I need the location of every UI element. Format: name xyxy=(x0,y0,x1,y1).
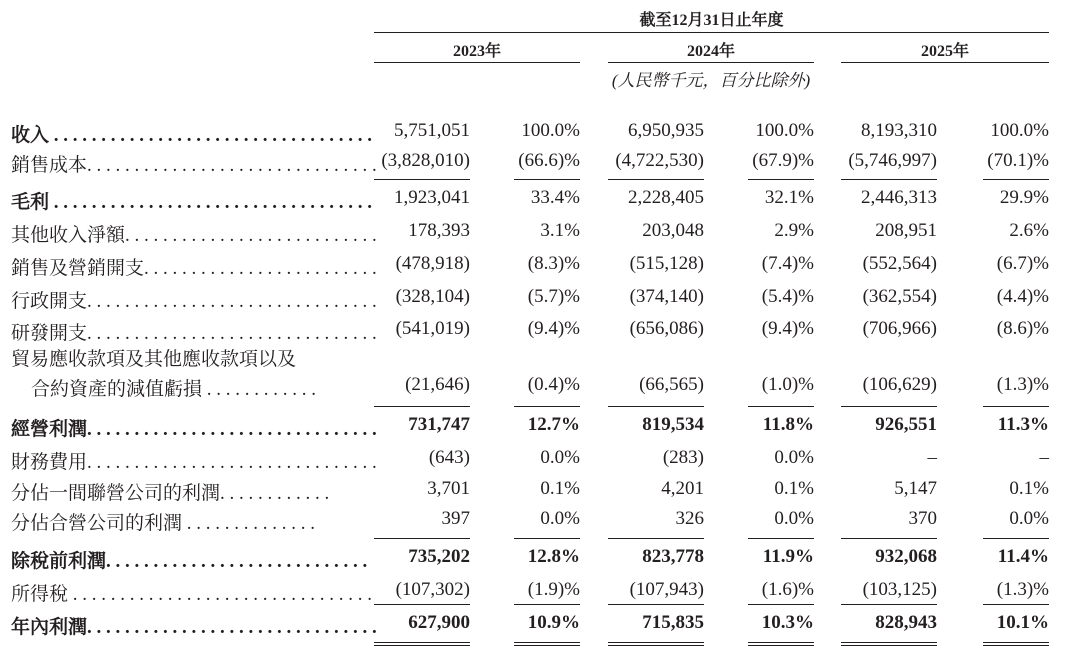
amount-cell: 828,943 xyxy=(875,612,937,633)
percent-cell: (1.3)% xyxy=(996,579,1049,600)
percent-cell: (8.3)% xyxy=(527,253,580,274)
percent-cell: 10.3% xyxy=(761,612,814,633)
rule-before-profit-before-tax xyxy=(841,538,937,539)
percent-cell: 2.6% xyxy=(1009,220,1049,241)
row-label: 研發開支. . . . . . . . . . . . . . . . . . . . . . . . . . . . . . . xyxy=(11,323,377,344)
rule-before-profit-before-tax xyxy=(983,538,1049,539)
row-label: 合約資產的減值虧損 . . . . . . . . . . . . xyxy=(31,379,317,400)
rule-before-profit-for-year xyxy=(748,604,814,605)
amount-cell: (3,828,010) xyxy=(381,150,470,171)
percent-cell: (5.4)% xyxy=(761,286,814,307)
row-label: 分佔一間聯營公司的利潤. . . . . . . . . . . . xyxy=(11,483,330,504)
amount-cell: (515,128) xyxy=(629,253,704,274)
amount-cell: (552,564) xyxy=(862,253,937,274)
percent-cell: 0.0% xyxy=(540,508,580,529)
percent-cell: (5.7)% xyxy=(527,286,580,307)
percent-cell: 33.4% xyxy=(530,187,580,208)
percent-cell: (67.9)% xyxy=(752,150,814,171)
period-heading: 截至12月31日止年度 xyxy=(639,12,784,29)
percent-cell: (1.9)% xyxy=(527,579,580,600)
amount-cell: 203,048 xyxy=(642,220,704,241)
rule-before-profit-for-year xyxy=(841,604,937,605)
amount-cell: 208,951 xyxy=(875,220,937,241)
row-label: 財務費用. . . . . . . . . . . . . . . . . . . . . . . . . . . . . . . xyxy=(11,452,377,473)
percent-cell: 11.3% xyxy=(997,414,1049,435)
year-2023-heading: 2023年 xyxy=(452,43,501,60)
percent-cell: 32.1% xyxy=(764,187,814,208)
amount-cell: 178,393 xyxy=(408,220,470,241)
percent-cell: (66.6)% xyxy=(518,150,580,171)
percent-cell: (0.4)% xyxy=(527,374,580,395)
double-underline xyxy=(608,642,704,646)
amount-cell: (328,104) xyxy=(395,286,470,307)
percent-cell: 11.8% xyxy=(762,414,814,435)
amount-cell: 4,201 xyxy=(661,478,704,499)
double-underline xyxy=(374,642,470,646)
amount-cell: 932,068 xyxy=(875,546,937,567)
percent-cell: 3.1% xyxy=(540,220,580,241)
rule-before-profit-for-year xyxy=(514,604,580,605)
unit-note: (人民幣千元，百分比除外) xyxy=(611,71,811,90)
amount-cell: 5,147 xyxy=(894,478,937,499)
percent-cell: (9.4)% xyxy=(761,318,814,339)
rule-before-profit-for-year xyxy=(983,604,1049,605)
percent-cell: 0.1% xyxy=(774,478,814,499)
rule-before-profit-before-tax xyxy=(514,538,580,539)
amount-cell: 3,701 xyxy=(427,478,470,499)
amount-cell: (107,302) xyxy=(395,579,470,600)
rule-before-profit-for-year xyxy=(374,604,470,605)
percent-cell: (9.4)% xyxy=(527,318,580,339)
percent-cell: 0.0% xyxy=(1009,508,1049,529)
amount-cell: 819,534 xyxy=(642,414,704,435)
amount-cell: 6,950,935 xyxy=(628,120,704,141)
percent-cell: 29.9% xyxy=(999,187,1049,208)
percent-cell: 100.0% xyxy=(990,120,1049,141)
period-heading-rule xyxy=(374,32,1049,33)
double-underline xyxy=(514,642,580,646)
year-2024-rule xyxy=(608,62,814,63)
rule-before-operating-profit xyxy=(374,406,470,407)
amount-cell: 8,193,310 xyxy=(861,120,937,141)
rule-before-profit-for-year xyxy=(608,604,704,605)
double-underline xyxy=(841,642,937,646)
amount-cell: (706,966) xyxy=(862,318,937,339)
amount-cell: (5,746,997) xyxy=(848,150,937,171)
rule-cost-of-sales xyxy=(748,179,814,180)
year-2024-heading: 2024年 xyxy=(686,43,735,60)
row-label: 除稅前利潤. . . . . . . . . . . . . . . . . . . . . . . . . . . . xyxy=(11,551,368,572)
rule-before-profit-before-tax xyxy=(608,538,704,539)
percent-cell: 0.0% xyxy=(774,508,814,529)
rule-before-operating-profit xyxy=(608,406,704,407)
row-label: 所得稅 . . . . . . . . . . . . . . . . . . . . . . . . . . . . . . . . xyxy=(11,584,373,605)
amount-cell: 1,923,041 xyxy=(394,187,470,208)
percent-cell: 10.1% xyxy=(996,612,1049,633)
percent-cell: 12.7% xyxy=(527,414,580,435)
percent-cell: 0.0% xyxy=(540,447,580,468)
percent-cell: 11.9% xyxy=(762,546,814,567)
row-label: 收入 . . . . . . . . . . . . . . . . . . . . . . . . . . . . . . . . . . xyxy=(11,125,373,146)
percent-cell: (8.6)% xyxy=(996,318,1049,339)
amount-cell: (478,918) xyxy=(395,253,470,274)
amount-cell: 370 xyxy=(908,508,937,529)
rule-before-operating-profit xyxy=(983,406,1049,407)
rule-before-operating-profit xyxy=(841,406,937,407)
amount-cell: 627,900 xyxy=(408,612,470,633)
percent-cell: (7.4)% xyxy=(761,253,814,274)
amount-cell: 731,747 xyxy=(408,414,470,435)
amount-cell: (541,019) xyxy=(395,318,470,339)
double-underline xyxy=(983,642,1049,646)
row-label: 銷售成本. . . . . . . . . . . . . . . . . . . . . . . . . . . . . . . xyxy=(11,155,377,176)
percent-cell: 0.1% xyxy=(1009,478,1049,499)
amount-cell: (283) xyxy=(662,447,704,468)
amount-cell: (374,140) xyxy=(629,286,704,307)
amount-cell: 715,835 xyxy=(642,612,704,633)
percent-cell: 0.0% xyxy=(774,447,814,468)
percent-cell: 12.8% xyxy=(527,546,580,567)
amount-cell: (106,629) xyxy=(862,374,937,395)
percent-cell: 100.0% xyxy=(755,120,814,141)
amount-cell: (4,722,530) xyxy=(615,150,704,171)
percent-cell: (1.6)% xyxy=(761,579,814,600)
rule-cost-of-sales xyxy=(983,179,1049,180)
row-label: 行政開支. . . . . . . . . . . . . . . . . . . . . . . . . . . . . . . xyxy=(11,291,377,312)
amount-cell: – xyxy=(927,447,937,468)
percent-cell: (6.7)% xyxy=(996,253,1049,274)
percent-cell: 10.9% xyxy=(527,612,580,633)
percent-cell: (1.3)% xyxy=(996,374,1049,395)
amount-cell: 735,202 xyxy=(408,546,470,567)
amount-cell: (66,565) xyxy=(639,374,704,395)
amount-cell: 5,751,051 xyxy=(394,120,470,141)
percent-cell: (1.0)% xyxy=(761,374,814,395)
amount-cell: (21,646) xyxy=(405,374,470,395)
year-2023-rule xyxy=(374,62,580,63)
percent-cell: 11.4% xyxy=(997,546,1049,567)
amount-cell: 926,551 xyxy=(875,414,937,435)
year-2025-rule xyxy=(841,62,1049,63)
row-label: 貿易應收款項及其他應收款項以及 xyxy=(11,349,297,370)
percent-cell: 2.9% xyxy=(774,220,814,241)
rule-before-profit-before-tax xyxy=(748,538,814,539)
percent-cell: (4.4)% xyxy=(996,286,1049,307)
row-label: 年內利潤. . . . . . . . . . . . . . . . . . . . . . . . . . . . . . . xyxy=(11,617,377,638)
row-label: 經營利潤. . . . . . . . . . . . . . . . . . . . . . . . . . . . . . . xyxy=(11,419,377,440)
rule-cost-of-sales xyxy=(514,179,580,180)
row-label: 其他收入淨額. . . . . . . . . . . . . . . . . . . . . . . . . . . xyxy=(11,225,377,246)
rule-cost-of-sales xyxy=(374,179,470,180)
percent-cell: (70.1)% xyxy=(987,150,1049,171)
amount-cell: 2,228,405 xyxy=(628,187,704,208)
double-underline xyxy=(748,642,814,646)
row-label: 毛利 . . . . . . . . . . . . . . . . . . . . . . . . . . . . . . . . . . xyxy=(11,192,373,213)
amount-cell: 823,778 xyxy=(642,546,704,567)
percent-cell: 100.0% xyxy=(521,120,580,141)
row-label: 分佔合營公司的利潤 . . . . . . . . . . . . . . xyxy=(11,513,316,534)
percent-cell: – xyxy=(1039,447,1049,468)
amount-cell: (656,086) xyxy=(629,318,704,339)
amount-cell: (103,125) xyxy=(862,579,937,600)
amount-cell: 397 xyxy=(441,508,470,529)
percent-cell: 0.1% xyxy=(540,478,580,499)
rule-before-operating-profit xyxy=(514,406,580,407)
rule-before-operating-profit xyxy=(748,406,814,407)
rule-cost-of-sales xyxy=(608,179,704,180)
year-2025-heading: 2025年 xyxy=(920,43,969,60)
rule-cost-of-sales xyxy=(841,179,937,180)
amount-cell: 2,446,313 xyxy=(861,187,937,208)
rule-before-profit-before-tax xyxy=(374,538,470,539)
row-label: 銷售及營銷開支. . . . . . . . . . . . . . . . . . . . . . . . . xyxy=(11,258,377,279)
amount-cell: (643) xyxy=(428,447,470,468)
amount-cell: (107,943) xyxy=(629,579,704,600)
amount-cell: 326 xyxy=(675,508,704,529)
amount-cell: (362,554) xyxy=(862,286,937,307)
